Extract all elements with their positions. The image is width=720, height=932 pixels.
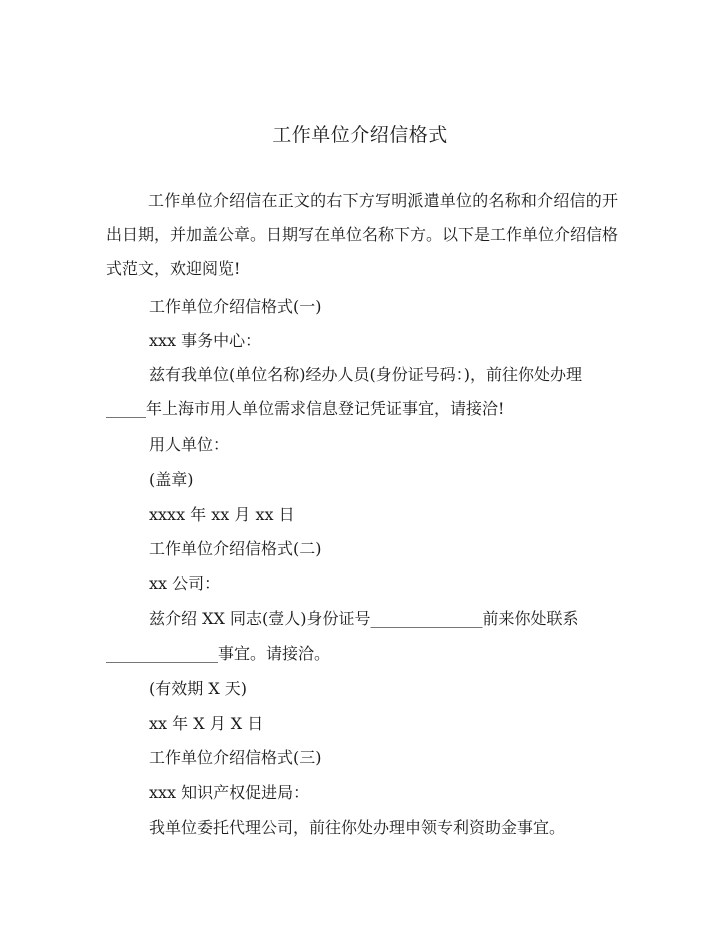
body-line-continued: ______________事宜。请接洽。: [106, 644, 331, 663]
body-line: 我单位委托代理公司，前往你处办理申领专利资助金事宜。: [149, 818, 566, 837]
body-line: 兹有我单位(单位名称)经办人员(身份证号码：)，前往你处办理: [149, 365, 582, 384]
intro-paragraph: 工作单位介绍信在正文的右下方写明派遣单位的名称和介绍信的开出日期，并加盖公章。日期写在单位名称下方。以下是工作单位介绍信格式范文，欢迎阅览!: [106, 191, 619, 278]
section-heading-2: 工作单位介绍信格式(二): [149, 539, 322, 558]
document-title: 工作单位介绍信格式: [272, 124, 448, 146]
body-line: 兹介绍 XX 同志(壹人)身份证号______________前来你处联系: [149, 609, 579, 628]
section-heading-1: 工作单位介绍信格式(一): [149, 297, 322, 316]
recipient-line-2: xx 公司：: [149, 574, 221, 593]
recipient-line-3: xxx 知识产权促进局：: [149, 783, 310, 802]
validity-line: (有效期 X 天): [149, 679, 248, 698]
seal-line: (盖章): [149, 470, 194, 489]
signature-unit-line: 用人单位：: [149, 435, 230, 454]
recipient-line-1: xxx 事务中心：: [149, 331, 262, 350]
section-heading-3: 工作单位介绍信格式(三): [149, 748, 322, 767]
date-line-2: xx 年 X 月 X 日: [149, 714, 264, 733]
date-line-1: xxxx 年 xx 月 xx 日: [149, 505, 295, 524]
body-line-continued: _____年上海市用人单位需求信息登记凭证事宜，请接洽!: [106, 399, 505, 418]
